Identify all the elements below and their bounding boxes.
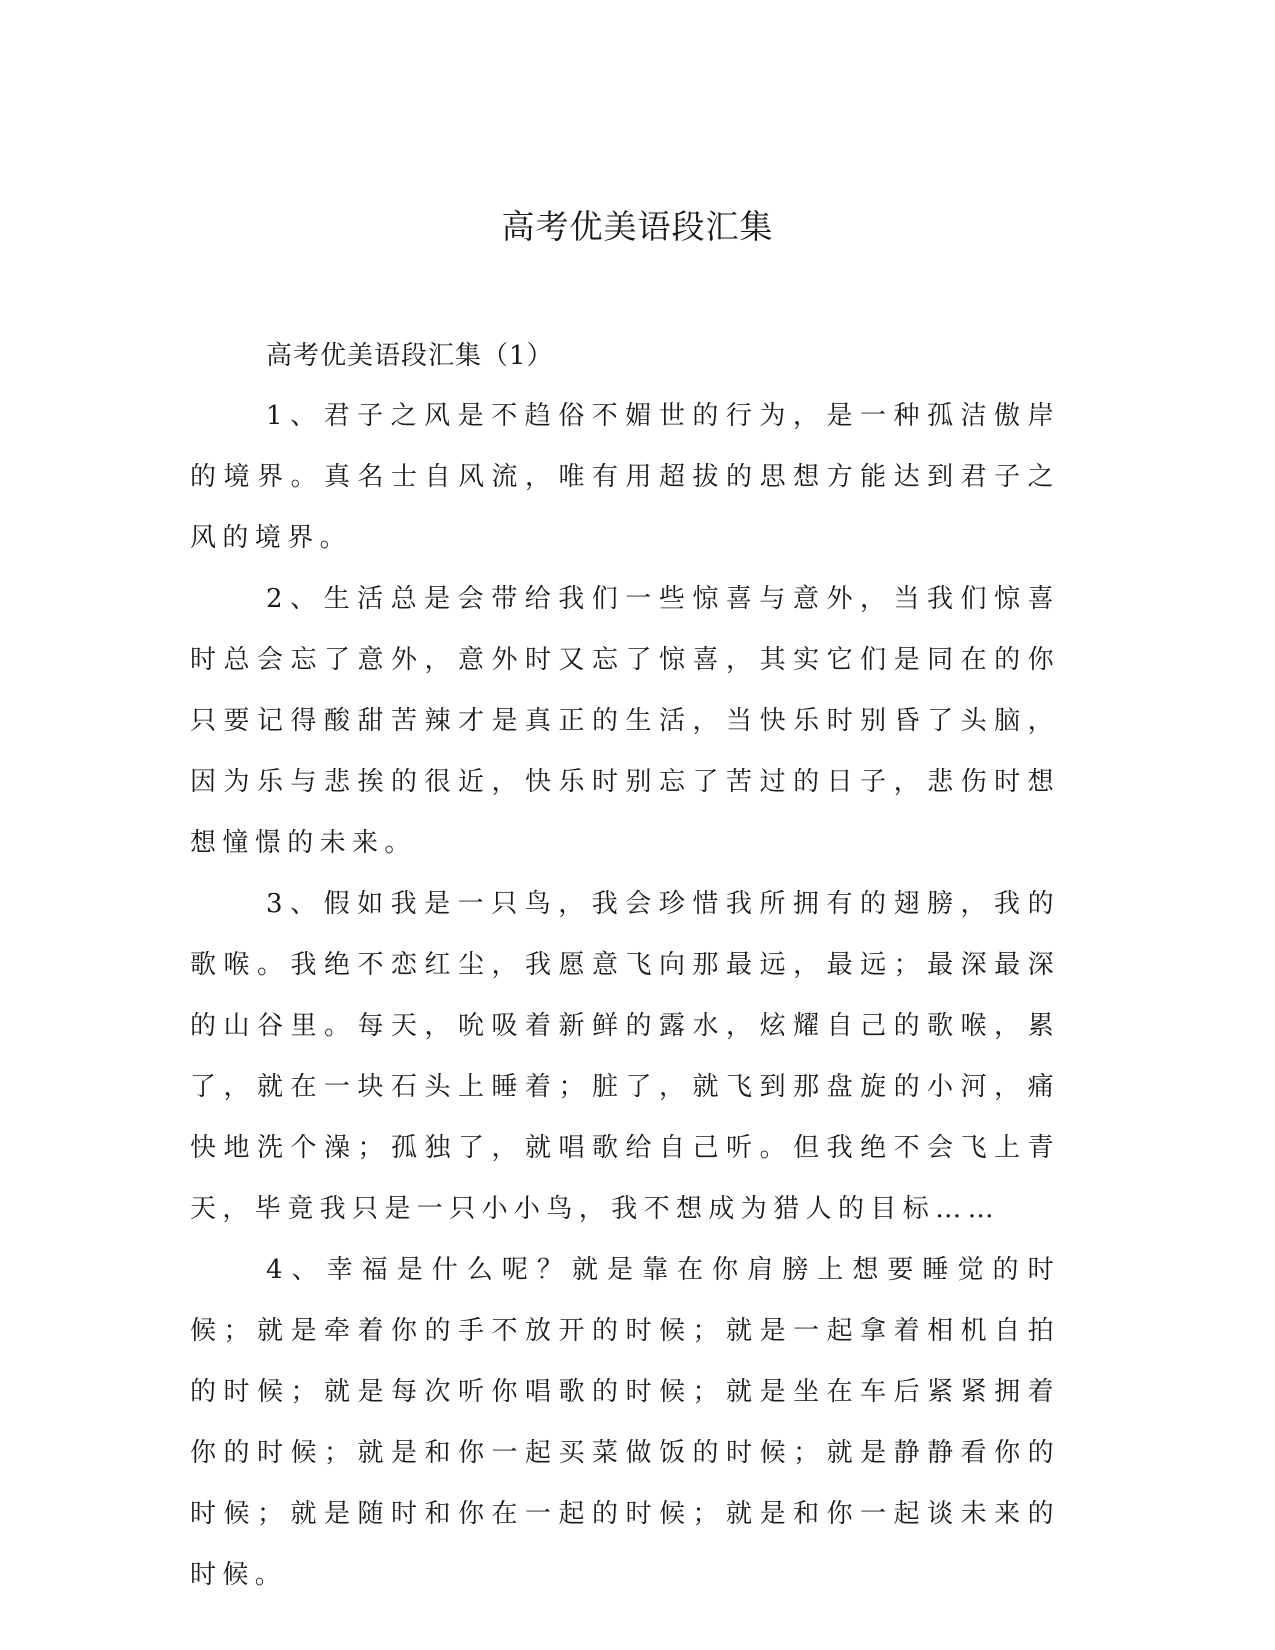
paragraph-1: 1、君子之风是不趋俗不媚世的行为，是一种孤洁傲岸的境界。真名士自风流，唯有用超拔的思想方能达到君子之风的境界。: [190, 401, 1060, 553]
document-title: 高考优美语段汇集: [501, 207, 774, 246]
paragraph-4: 4、幸福是什么呢？就是靠在你肩膀上想要睡觉的时候；就是牵着你的手不放开的时候；就是一起拿着相机自拍的时候；就是每次听你唱歌的时候；就是坐在车后紧紧拥着你的时候；就是和你一起买菜做饭的时候；就是静静看你的时候；就是随时和你在一起的时候；就是和你一起谈未来的时候。: [190, 1255, 1060, 1590]
paragraph-3: 3、假如我是一只鸟，我会珍惜我所拥有的翅膀，我的歌喉。我绝不恋红尘，我愿意飞向那最远，最远；最深最深的山谷里。每天，吮吸着新鲜的露水，炫耀自己的歌喉，累了，就在一块石头上睡着；脏了，就飞到那盘旋的小河，痛快地洗个澡；孤独了，就唱歌给自己听。但我绝不会飞上青天，毕竟我只是一只小小鸟，我不想成为猎人的目标……: [190, 889, 1060, 1224]
section-subtitle: 高考优美语段汇集（1）: [266, 341, 554, 371]
document-body: [190, 326, 1060, 1606]
paragraph-2: 2、生活总是会带给我们一些惊喜与意外，当我们惊喜时总会忘了意外，意外时又忘了惊喜，其实它们是同在的你只要记得酸甜苦辣才是真正的生活，当快乐时别昏了头脑，因为乐与悲挨的很近，快乐时别忘了苦过的日子，悲伤时想想憧憬的未来。: [190, 584, 1060, 858]
